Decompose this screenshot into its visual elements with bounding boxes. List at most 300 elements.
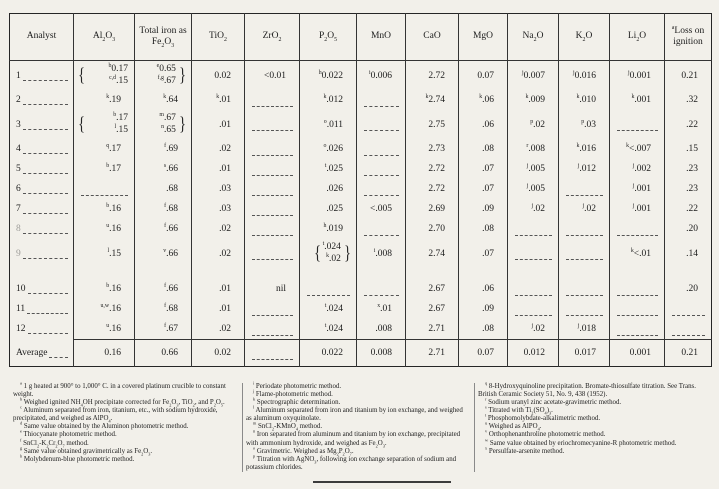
value-cell: [74, 299, 135, 319]
empty-cell: [406, 268, 459, 279]
average-row: [10, 340, 712, 367]
column-header-8: MgO: [459, 14, 508, 61]
value-cell: [610, 61, 665, 91]
value-cell: [610, 179, 665, 199]
value-cell: [192, 110, 245, 139]
value-cell: [459, 319, 508, 340]
empty-cell: [357, 110, 406, 139]
value-cell: [135, 340, 192, 367]
value-cell: [459, 219, 508, 239]
analyst-cell: [10, 61, 74, 91]
pair-line: $^b$0.17: [108, 62, 128, 74]
footnotes-section: [10, 380, 711, 472]
value-cell: [74, 219, 135, 239]
blank-leader: [81, 187, 128, 196]
column-header-6: MnO: [357, 14, 406, 61]
footnote-c: $^c$ Aluminum separated from iron, titanium, etc., with sodium hydroxide, precipitated, and weighed as AlPO$_4$.: [13, 404, 218, 424]
value-cell: [74, 159, 135, 179]
dot-leader: [23, 184, 68, 194]
analyst-cell: [10, 239, 74, 268]
value-cell: [459, 139, 508, 159]
dot-leader: [23, 249, 68, 259]
dot-leader: [28, 324, 69, 334]
value-cell: [357, 239, 406, 268]
value-cell: [406, 179, 459, 199]
dot-leader: [23, 144, 68, 154]
cell-value: .22: [686, 119, 698, 130]
footnote-r: $^r$ Sodium uranyl zinc acetate-gravimetric method.: [485, 396, 622, 407]
value-cell: [665, 61, 712, 91]
blank-leader: [252, 187, 293, 196]
cell-value: $^j$.02: [582, 202, 596, 214]
cell-value: .20: [686, 284, 698, 294]
cell-value: $^k$<.01: [630, 247, 651, 259]
value-cell: [357, 319, 406, 340]
cell-value: $^f$.67: [164, 322, 178, 334]
table-header: [10, 14, 712, 61]
cell-value: .08: [482, 224, 494, 234]
value-cell: [135, 159, 192, 179]
analyst-number: 4: [16, 144, 21, 154]
dot-leader: [23, 164, 68, 174]
cell-value: .06: [482, 284, 494, 294]
value-cell: [74, 340, 135, 367]
value-cell: [610, 139, 665, 159]
value-cell: [508, 139, 559, 159]
blank-leader: [672, 307, 705, 316]
cell-value: .68: [166, 184, 178, 194]
left-brace: {: [78, 114, 85, 135]
value-cell: [74, 199, 135, 219]
blank-leader: [566, 287, 603, 296]
cell-value: $^t$.024: [324, 322, 343, 334]
analyst-cell: [10, 299, 74, 319]
column-header-10: $K_2O$: [559, 14, 610, 61]
value-cell: [459, 61, 508, 91]
value-cell: [459, 279, 508, 299]
analyst-wrap: [16, 71, 73, 81]
empty-cell: [357, 90, 406, 110]
empty-cell: [245, 139, 300, 159]
value-cell: [508, 159, 559, 179]
empty-cell: [357, 279, 406, 299]
value-cell: [665, 279, 712, 299]
value-cell: [559, 340, 610, 367]
cell-value: $^k$2.74: [425, 93, 445, 105]
empty-cell: [357, 159, 406, 179]
empty-cell: [508, 268, 559, 279]
value-cell: [610, 340, 665, 367]
value-cell: [74, 90, 135, 110]
value-cell: [300, 340, 357, 367]
footnote-w: $^w$ Same value obtained by eriochromecyanine-R photometric method.: [485, 437, 677, 447]
empty-cell: [559, 179, 610, 199]
table-row: [10, 139, 712, 159]
analyst-wrap: [16, 249, 73, 259]
right-brace: }: [344, 243, 351, 264]
cell-value: $^j$.018: [577, 322, 596, 334]
cell-value: $^j$.001: [632, 202, 651, 214]
table-row: [10, 299, 712, 319]
value-cell: [665, 179, 712, 199]
empty-cell: [610, 219, 665, 239]
value-cell: [459, 340, 508, 367]
footnote-u: $^u$ Weighed as AlPO$_4$.: [485, 421, 542, 432]
table-row: [10, 219, 712, 239]
value-cell: [192, 219, 245, 239]
cell-value: $^k$.016: [576, 142, 596, 154]
value-cell: [459, 90, 508, 110]
footnote-t: $^t$ Phosphomolybdate-alkalimetric method.: [485, 413, 601, 423]
value-cell: [406, 139, 459, 159]
table-row: [10, 179, 712, 199]
cell-value: $^{u,w}$.16: [100, 302, 121, 314]
cell-value: $^j$.001: [632, 182, 651, 194]
empty-cell: [192, 268, 245, 279]
empty-cell: [559, 279, 610, 299]
empty-cell: [665, 268, 712, 279]
value-cell: [135, 279, 192, 299]
value-cell: [357, 199, 406, 219]
analyst-cell: [10, 199, 74, 219]
footnote-j: $^j$ Flame-photometric method.: [253, 388, 333, 399]
value-cell: [245, 61, 300, 91]
blank-leader: [566, 187, 603, 196]
value-cell: [192, 179, 245, 199]
footnote-column-1: [10, 380, 242, 472]
pair-line: $^m$.67: [159, 111, 176, 123]
table-row: [10, 319, 712, 340]
empty-cell: [300, 279, 357, 299]
value-cell: [559, 90, 610, 110]
cell-value: 2.71: [428, 324, 445, 334]
table-row: [10, 110, 712, 139]
footnote-g: $^g$ Same value obtained gravimetrically as $Fe_2O_3$.: [20, 445, 153, 456]
cell-value: $^j$.02: [531, 322, 545, 334]
empty-cell: [245, 179, 300, 199]
cell-value: 2.67: [428, 304, 445, 314]
value-cell: [300, 139, 357, 159]
cell-value: $^k$.001: [631, 93, 651, 105]
cell-value: $^p$.02: [530, 118, 545, 130]
value-cell: [192, 340, 245, 367]
empty-cell: [610, 279, 665, 299]
table-row: [10, 61, 712, 91]
cell-value: $^b$.16: [106, 282, 121, 294]
braced-cell: [74, 61, 135, 91]
empty-cell: [559, 239, 610, 268]
value-cell: [665, 90, 712, 110]
blank-leader: [252, 207, 293, 216]
cell-value: 2.74: [428, 248, 445, 259]
empty-cell: [245, 90, 300, 110]
value-cell: [459, 159, 508, 179]
value-cell: [300, 319, 357, 340]
analyst-number: 7: [16, 204, 21, 214]
cell-value: $^k$.01: [216, 93, 231, 105]
value-cell: [300, 110, 357, 139]
value-cell: [74, 139, 135, 159]
table-body: [10, 61, 712, 367]
cell-value: <.005: [370, 204, 392, 214]
analyst-wrap: [16, 304, 73, 314]
value-cell: [192, 199, 245, 219]
analyst-number: 5: [16, 164, 21, 174]
blank-leader: [617, 122, 658, 131]
value-cell: [459, 239, 508, 268]
footnote-column-2: [242, 380, 474, 472]
dot-leader: [23, 95, 68, 105]
value-cell: [665, 110, 712, 139]
cell-value: .23: [686, 164, 698, 174]
value-cell: [300, 199, 357, 219]
value-cell: [559, 110, 610, 139]
value-cell: [192, 61, 245, 91]
empty-cell: [610, 110, 665, 139]
cell-value: $^u$.16: [106, 322, 121, 334]
pair-line: $^n$.65: [161, 123, 176, 135]
empty-cell: [610, 319, 665, 340]
cell-value: .03: [219, 204, 231, 214]
cell-value: 2.72: [428, 164, 445, 174]
blank-leader: [252, 98, 293, 107]
blank-leader: [364, 187, 399, 196]
pair-line: $^t$.024: [322, 240, 341, 252]
empty-cell: [508, 219, 559, 239]
value-cell: [192, 299, 245, 319]
footnote-q: $^q$ 8-Hydroxyquinoline precipitation. Bromate-thiosulfate titration. See Trans. British Ceramic Society 51, No. 9, 438 (1952).: [478, 380, 696, 399]
analyst-number: 9: [16, 248, 21, 259]
blank-leader: [252, 147, 293, 156]
cell-value: 0.02: [214, 348, 231, 358]
column-header-0: Analyst: [10, 14, 74, 61]
cell-value: $^p$.03: [581, 118, 596, 130]
analyst-number: 3: [16, 119, 21, 130]
empty-cell: [508, 299, 559, 319]
cell-value: $^j$0.001: [627, 69, 651, 81]
average-label-cell: [10, 340, 74, 367]
footnote-s: $^s$ Titrated with $Ti_2(SO_4)_3$.: [485, 404, 553, 416]
table-row: [10, 159, 712, 179]
left-brace: {: [78, 65, 85, 86]
pair-line: $^{f,g}$.67: [157, 74, 176, 86]
analyst-cell: [10, 139, 74, 159]
cell-value: $^h$0.022: [318, 69, 343, 81]
value-cell: [135, 90, 192, 110]
value-cell: [459, 179, 508, 199]
analyst-number: 8: [16, 224, 21, 234]
cell-value: $^x$.01: [377, 302, 392, 314]
blank-leader: [364, 227, 399, 236]
empty-cell: [245, 319, 300, 340]
value-cell: [192, 159, 245, 179]
cell-value: .07: [482, 164, 494, 174]
value-cell: [610, 90, 665, 110]
cell-value: nil: [275, 284, 286, 294]
value-cell: [406, 340, 459, 367]
right-brace: }: [179, 114, 186, 135]
value-cell: [508, 340, 559, 367]
blank-leader: [617, 227, 658, 236]
cell-value: $^k$.64: [163, 93, 178, 105]
cell-value: 2.75: [428, 119, 445, 130]
value-cell: [508, 110, 559, 139]
value-cell: [135, 299, 192, 319]
braced-pair: [74, 64, 134, 88]
footnote-a: $^a$ 1 g heated at 900° to 1,000° C. in a covered platinum crucible to constant weight.: [13, 380, 226, 399]
value-cell: [559, 319, 610, 340]
analyst-number: 10: [16, 284, 26, 294]
footnote-p: $^p$ Titration with AgNO$_3$, following ion exchange separation of sodium and potassium chlorides.: [246, 453, 457, 471]
value-cell: [406, 199, 459, 219]
spacer-row: [10, 268, 712, 279]
cell-value: $^b$.17: [106, 162, 121, 174]
value-cell: [459, 199, 508, 219]
footnote-column-3: [474, 380, 706, 472]
analyst-number: 11: [16, 304, 26, 314]
pair-line: $^l$.15: [114, 123, 128, 135]
analyst-cell: [10, 110, 74, 139]
blank-leader: [252, 227, 293, 236]
blank-leader: [566, 251, 603, 260]
cell-value: 0.02: [214, 70, 231, 81]
analyst-number: 6: [16, 184, 21, 194]
value-cell: [508, 319, 559, 340]
value-cell: [559, 199, 610, 219]
cell-value: .02: [219, 144, 231, 154]
blank-leader: [364, 167, 399, 176]
cell-value: $^k$.012: [323, 93, 343, 105]
footnote-m: $^m$ SnCl$_2$-KMnO$_4$ method.: [253, 421, 323, 432]
cell-value: $^i$.008: [373, 247, 392, 259]
cell-value: $^j$.012: [577, 162, 596, 174]
cell-value: .01: [219, 119, 231, 130]
empty-cell: [74, 179, 135, 199]
cell-value: $^s$.66: [163, 162, 178, 174]
empty-cell: [559, 268, 610, 279]
empty-cell: [508, 279, 559, 299]
cell-value: .025: [326, 204, 343, 214]
cell-value: .20: [686, 224, 698, 234]
blank-leader: [566, 307, 603, 316]
empty-cell: [559, 219, 610, 239]
cell-value: 0.21: [681, 70, 698, 81]
analyst-number: 2: [16, 95, 21, 105]
value-cell: [665, 199, 712, 219]
footnote-f: $^f$ $SnCl_2-K_2Cr_2O_7$ method.: [20, 437, 89, 448]
blank-leader: [252, 327, 293, 336]
analyst-wrap: [16, 95, 73, 105]
footnote-k: $^k$ Spectrographic determination.: [253, 396, 341, 407]
blank-leader: [617, 327, 658, 336]
blank-leader: [252, 251, 293, 260]
cell-value: 0.022: [321, 348, 343, 358]
empty-cell: [665, 319, 712, 340]
cell-value: $^h$.019: [323, 222, 343, 234]
cell-value: $^o$.026: [323, 142, 343, 154]
pair-lines: [108, 64, 130, 88]
blank-leader: [252, 351, 293, 360]
value-cell: [135, 199, 192, 219]
empty-cell: [245, 299, 300, 319]
pair-lines: [157, 64, 178, 88]
cell-value: 0.21: [681, 348, 698, 358]
analyst-wrap: [16, 184, 73, 194]
empty-cell: [610, 299, 665, 319]
value-cell: [559, 139, 610, 159]
pair-line: $^{c,d}$.15: [109, 74, 128, 86]
value-cell: [192, 90, 245, 110]
value-cell: [135, 239, 192, 268]
cell-value: 0.012: [523, 348, 545, 358]
empty-cell: [245, 159, 300, 179]
cell-value: .02: [219, 324, 231, 334]
column-header-9: $Na_2O$: [508, 14, 559, 61]
cell-value: $^k$.010: [576, 93, 596, 105]
dot-leader: [23, 120, 68, 130]
empty-cell: [10, 268, 74, 279]
cell-value: 0.008: [370, 348, 392, 358]
cell-value: $^f$.66: [164, 222, 178, 234]
value-cell: [192, 279, 245, 299]
cell-value: $^j$.002: [632, 162, 651, 174]
pair-line: $^b$.17: [113, 111, 128, 123]
value-cell: [406, 90, 459, 110]
cell-value: $^r$.008: [526, 142, 545, 154]
value-cell: [406, 61, 459, 91]
blank-leader: [364, 147, 399, 156]
analyst-cell: [10, 159, 74, 179]
empty-cell: [245, 340, 300, 367]
analyst-wrap: [16, 284, 73, 294]
cell-value: $^k$.06: [479, 93, 494, 105]
value-cell: [192, 139, 245, 159]
table-row: [10, 279, 712, 299]
value-cell: [135, 139, 192, 159]
analyst-cell: [10, 90, 74, 110]
value-cell: [300, 61, 357, 91]
column-header-3: TiO$_2$: [192, 14, 245, 61]
cell-value: $^j$.005: [526, 182, 545, 194]
cell-value: 0.07: [477, 70, 494, 81]
value-cell: [665, 159, 712, 179]
cell-value: $^f$.69: [164, 142, 178, 154]
blank-leader: [364, 122, 399, 131]
empty-cell: [665, 299, 712, 319]
column-header-11: $Li_2O$: [610, 14, 665, 61]
column-header-1: $Al_2O_3$: [74, 14, 135, 61]
cell-value: .08: [482, 144, 494, 154]
value-cell: [665, 239, 712, 268]
value-cell: [357, 61, 406, 91]
empty-cell: [357, 268, 406, 279]
cell-value: $^v$.66: [163, 247, 178, 259]
blank-leader: [364, 287, 399, 296]
cell-value: $^o$.011: [323, 118, 343, 130]
analyst-wrap: [16, 120, 73, 130]
blank-leader: [252, 167, 293, 176]
dot-leader: [23, 204, 68, 214]
cell-value: .23: [686, 184, 698, 194]
value-cell: [135, 319, 192, 340]
blank-leader: [672, 327, 705, 336]
dot-leader: [49, 348, 68, 358]
value-cell: [74, 239, 135, 268]
analyst-number: 1: [16, 70, 21, 81]
value-cell: [508, 61, 559, 91]
value-cell: [192, 239, 245, 268]
footnote-b: $^b$ Weighed ignited $NH_4OH$ precipitate corrected for $Fe_2O_3$, TiO$_2$, and $P_2O_5$.: [20, 396, 225, 408]
